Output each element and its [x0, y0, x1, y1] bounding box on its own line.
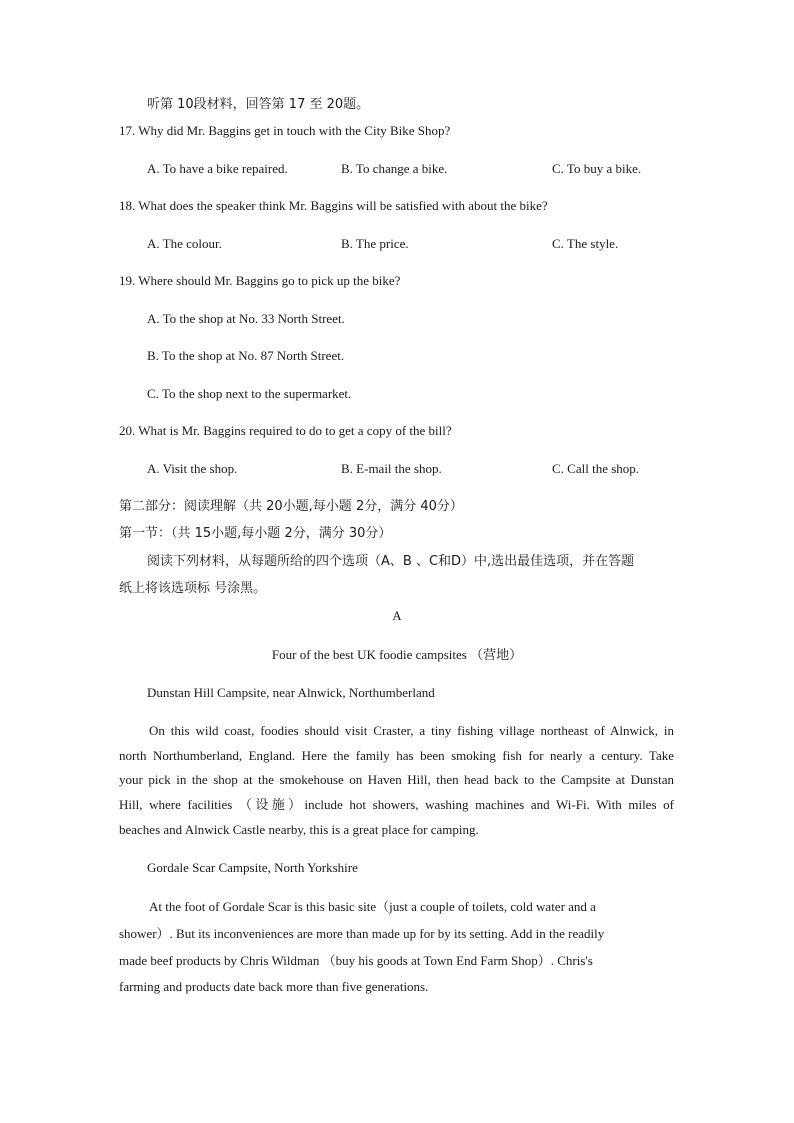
question-20-option-a: A. Visit the shop. — [147, 461, 238, 476]
question-18-option-a: A. The colour. — [147, 236, 222, 251]
site-1-line-4: Hill, where facilities （设施）include hot showers, washing machines and Wi-Fi. With miles of — [119, 797, 674, 812]
site-2-line-4: farming and products date back more than five generations. — [119, 979, 429, 994]
question-19-stem: 19. Where should Mr. Baggins go to pick up the bike? — [119, 273, 401, 288]
site-1-line-1: On this wild coast, foodies should visit Craster, a tiny fishing village northeast of Alnwick, in — [149, 723, 674, 738]
site-1-line-3: your pick in the shop at the smokehouse on Haven Hill, then head back to the Campsite at Dunstan — [119, 772, 674, 787]
passage-title: Four of the best UK foodie campsites （营地） — [271, 647, 523, 662]
listening-intro: 听第 10段材料，回答第 17 至 20题。 — [147, 97, 370, 112]
question-18-stem: 18. What does the speaker think Mr. Baggins will be satisfied with about the bike? — [119, 198, 548, 213]
site-2-line-2: shower）. But its inconveniences are more than made up for by its setting. Add in the readily — [119, 926, 605, 941]
question-20-stem: 20. What is Mr. Baggins required to do to get a copy of the bill? — [119, 423, 452, 438]
question-18-option-b: B. The price. — [341, 236, 409, 251]
site-2-line-1: At the foot of Gordale Scar is this basic site（just a couple of toilets, cold water and a — [149, 899, 596, 914]
passage-letter: A — [392, 608, 402, 623]
question-17-option-a: A. To have a bike repaired. — [147, 161, 288, 176]
site-1-name: Dunstan Hill Campsite, near Alnwick, Northumberland — [147, 685, 435, 700]
site-2-line-3: made beef products by Chris Wildman （buy his goods at Town End Farm Shop）. Chris's — [119, 953, 593, 968]
instructions-line-1: 阅读下列材料，从每题所给的四个选项（A、B 、C和D）中,选出最佳选项，并在答题 — [147, 554, 635, 569]
site-1-line-5: beaches and Alnwick Castle nearby, this is a great place for camping. — [119, 822, 479, 837]
question-19-option-c: C. To the shop next to the supermarket. — [147, 386, 352, 401]
question-17-stem: 17. Why did Mr. Baggins get in touch with the City Bike Shop? — [119, 123, 451, 138]
part-two-title: 第二部分：阅读理解（共 20小题,每小题 2分，满分 40分） — [119, 499, 463, 514]
question-17-option-b: B. To change a bike. — [341, 161, 448, 176]
question-19-option-b: B. To the shop at No. 87 North Street. — [147, 348, 345, 363]
question-17-option-c: C. To buy a bike. — [552, 161, 642, 176]
site-1-line-2: north Northumberland, England. Here the family has been smoking fish for nearly a century. Take — [119, 748, 674, 763]
question-19-option-a: A. To the shop at No. 33 North Street. — [147, 311, 345, 326]
question-20-option-b: B. E-mail the shop. — [341, 461, 442, 476]
site-2-name: Gordale Scar Campsite, North Yorkshire — [147, 860, 358, 875]
section-one-title: 第一节：（共 15小题,每小题 2分，满分 30分） — [119, 526, 392, 541]
question-18-option-c: C. The style. — [552, 236, 619, 251]
instructions-line-2: 纸上将该选项标 号涂黑。 — [119, 581, 267, 596]
question-20-option-c: C. Call the shop. — [552, 461, 640, 476]
